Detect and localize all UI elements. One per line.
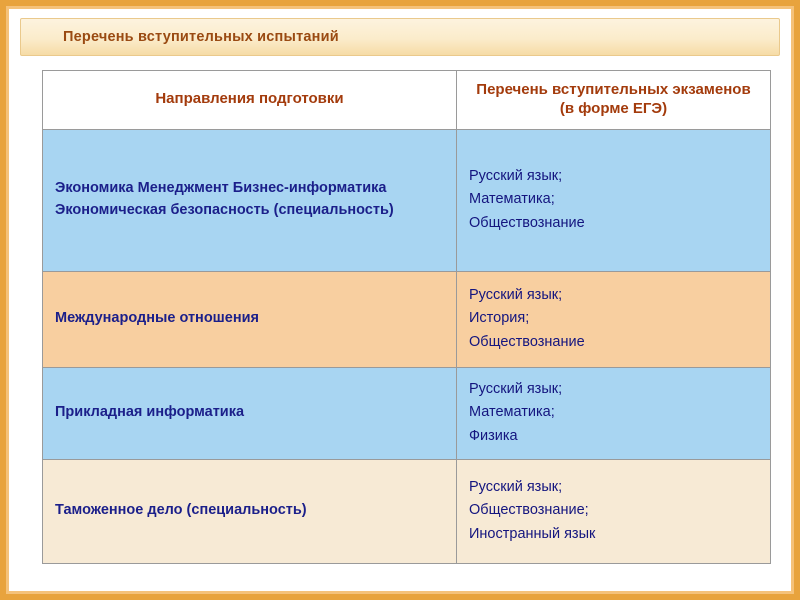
- exam-item: Обществознание: [469, 333, 585, 350]
- table-row: [43, 459, 771, 563]
- direction-item: Экономическая безопасность: [55, 202, 270, 218]
- directions-cell: [43, 129, 457, 271]
- table-row: [43, 271, 771, 367]
- exam-item: Математика;: [469, 404, 555, 421]
- exam-item: Русский язык;: [469, 380, 563, 397]
- slide-bottom-spacer: [20, 582, 780, 584]
- exam-item: Иностранный язык: [469, 525, 596, 542]
- direction-item: Менеджмент: [137, 180, 229, 197]
- exams-cell: [457, 271, 771, 367]
- exam-item: История;: [469, 310, 530, 327]
- table-row: [43, 129, 771, 271]
- page-title: Перечень вступительных испытаний: [63, 29, 339, 45]
- direction-item: Экономика: [55, 180, 134, 197]
- column-header-directions: Направления подготовки: [43, 71, 457, 130]
- exam-item: Математика;: [469, 191, 555, 208]
- exams-cell: [457, 459, 771, 563]
- directions-cell: [43, 459, 457, 563]
- direction-item: Международные отношения: [55, 310, 259, 327]
- direction-item: (специальность): [273, 202, 394, 218]
- exam-item: Обществознание: [469, 214, 585, 231]
- exam-table-container: [42, 70, 770, 564]
- directions-cell: [43, 271, 457, 367]
- direction-item: Бизнес-информатика: [232, 180, 387, 197]
- exam-item: Обществознание;: [469, 502, 589, 519]
- directions-cell: [43, 367, 457, 459]
- exams-cell: [457, 129, 771, 271]
- exam-item: Русский язык;: [469, 478, 563, 495]
- exam-item: Русский язык;: [469, 167, 563, 184]
- table-row: [43, 367, 771, 459]
- exam-table: [42, 70, 771, 564]
- exam-item: Русский язык;: [469, 286, 563, 303]
- slide-title-bar: [20, 18, 780, 56]
- exam-item: Физика: [469, 427, 518, 444]
- direction-item: Таможенное дело (специальность): [55, 502, 307, 519]
- table-header-row: [43, 71, 771, 130]
- direction-item: Прикладная информатика: [55, 404, 245, 421]
- exams-cell: [457, 367, 771, 459]
- column-header-exams: Перечень вступительных экзаменов (в форме ЕГЭ): [457, 71, 771, 130]
